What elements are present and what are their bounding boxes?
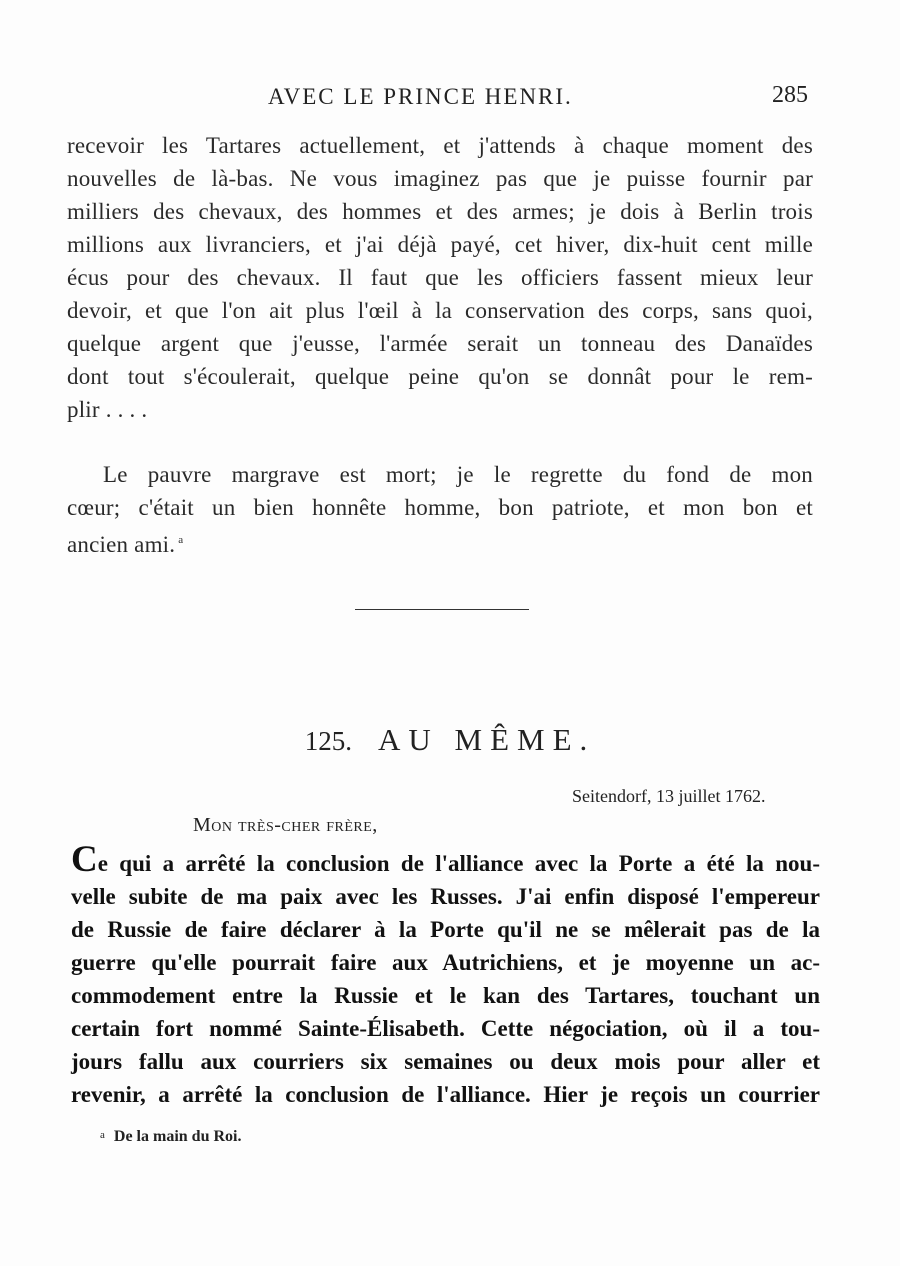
text-line: dont tout s'écoulerait, quelque peine qu'on se donnât pour le rem- bbox=[67, 364, 813, 389]
text-line: de Russie de faire déclarer à la Porte qu'il ne se mêlerait pas de la bbox=[71, 917, 820, 942]
text-line: milliers des chevaux, des hommes et des armes; je dois à Berlin trois bbox=[67, 199, 813, 224]
drop-cap: C bbox=[71, 839, 98, 880]
section-divider bbox=[355, 609, 529, 610]
page-number: 285 bbox=[772, 82, 808, 108]
footnote bbox=[100, 1128, 241, 1146]
footnote-reference: a bbox=[178, 534, 184, 546]
letter-body bbox=[71, 839, 820, 1111]
text-line: e qui a arrêté la conclusion de l'alliance avec la Porte a été la nou- bbox=[97, 851, 820, 876]
text-line: millions aux livranciers, et j'ai déjà payé, cet hiver, dix-huit cent mille bbox=[67, 232, 813, 257]
text-line: revenir, a arrêté la conclusion de l'alliance. Hier je reçois un courrier bbox=[71, 1082, 820, 1107]
paragraph-continuation bbox=[67, 129, 813, 426]
text-line: nouvelles de là-bas. Ne vous imaginez pas que je puisse fournir par bbox=[67, 166, 813, 191]
dateline: Seitendorf, 13 juillet 1762. bbox=[572, 786, 766, 806]
text-line: devoir, et que l'on ait plus l'œil à la conservation des corps, sans quoi, bbox=[67, 298, 813, 323]
text-line-with-note bbox=[67, 524, 813, 561]
text-line: commodement entre la Russie et le kan des Tartares, touchant un bbox=[71, 983, 820, 1008]
text-line: plir . . . . bbox=[67, 397, 148, 422]
text-line: quelque argent que j'eusse, l'armée serait un tonneau des Danaïdes bbox=[67, 331, 813, 356]
letter-heading bbox=[0, 722, 900, 758]
text-line: écus pour des chevaux. Il faut que les officiers fassent mieux leur bbox=[67, 265, 813, 290]
text-line: certain fort nommé Sainte-Élisabeth. Cette négociation, où il a tou- bbox=[71, 1016, 820, 1041]
footnote-mark: a bbox=[100, 1129, 105, 1141]
text-line: ancien ami. bbox=[67, 532, 176, 557]
text-line: cœur; c'était un bien honnête homme, bon patriote, et mon bon et bbox=[67, 495, 813, 520]
text-line: recevoir les Tartares actuellement, et j'attends à chaque moment des bbox=[67, 133, 813, 158]
text-line: Le pauvre margrave est mort; je le regrette du fond de mon bbox=[103, 462, 813, 487]
text-line: jours fallu aux courriers six semaines ou deux mois pour aller et bbox=[71, 1049, 820, 1074]
text-line-first bbox=[71, 839, 820, 880]
footnote-text: De la main du Roi. bbox=[113, 1128, 242, 1145]
letter-number: 125. bbox=[304, 726, 352, 756]
text-line: velle subite de ma paix avec les Russes. J'ai enfin disposé l'empereur bbox=[71, 884, 820, 909]
letter-title: AU MÊME. bbox=[377, 722, 596, 757]
paragraph-margrave bbox=[67, 458, 813, 561]
text-line: guerre qu'elle pourrait faire aux Autrichiens, et je moyenne un ac- bbox=[71, 950, 820, 975]
salutation: Mon très-cher frère, bbox=[193, 814, 378, 836]
running-head: AVEC LE PRINCE HENRI. bbox=[268, 84, 573, 109]
